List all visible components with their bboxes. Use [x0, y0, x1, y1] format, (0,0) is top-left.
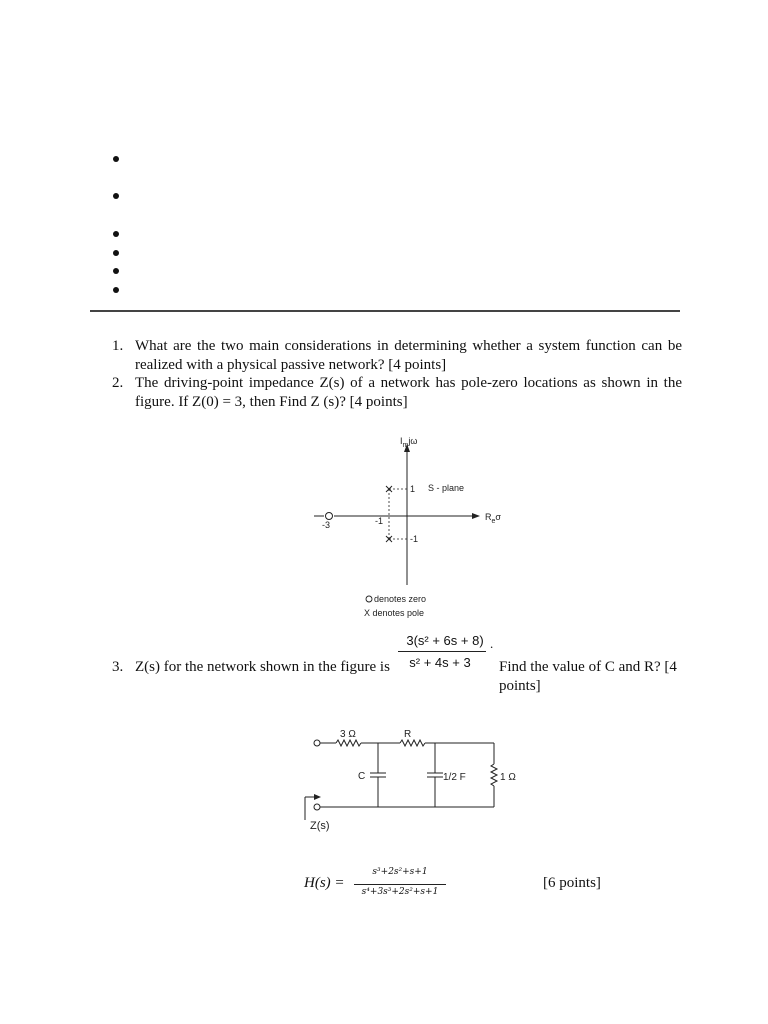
- x-axis-label: $R_e\sigma$: [485, 512, 501, 525]
- h-formula-lhs: H(s) =: [304, 875, 345, 891]
- pole-marker-upper: [386, 486, 392, 492]
- legend-pole-text: X denotes pole: [364, 608, 425, 618]
- question-number: 1.: [112, 338, 124, 354]
- tick-label-neg3: -3: [322, 520, 331, 530]
- question-number: 3.: [112, 659, 124, 675]
- bullet-2: [113, 193, 119, 199]
- z-formula-denominator: s² + 4s + 3: [409, 655, 471, 670]
- h-formula-numerator: s³+2s²+s+1: [372, 867, 428, 877]
- question-text: The driving-point impedance Z(s) of a network has pole-zero locations as shown in the figure. If Z(0) = 3, then Find Z (s)? [4 points]: [135, 375, 682, 410]
- legend-zero-text: denotes zero: [374, 594, 427, 604]
- bullet-3: [113, 231, 119, 237]
- horizontal-rule: [90, 310, 680, 312]
- question-text-after: Find the value of C and R? [4 points]: [499, 659, 677, 694]
- tick-label-1: 1: [410, 484, 416, 494]
- tick-label-neg1-x: -1: [375, 516, 384, 526]
- bullet-1: [113, 156, 119, 162]
- plane-label: S - plane: [428, 483, 465, 493]
- z-formula-numerator: 3(s² + 6s + 8): [406, 633, 484, 648]
- label-c: C: [358, 771, 366, 782]
- h-formula-points: [6 points]: [543, 875, 601, 891]
- tick-label-neg1-y: -1: [410, 534, 419, 544]
- z-formula-bar: [398, 651, 486, 652]
- question-2: [112, 374, 682, 412]
- question-text: What are the two main considerations in determining whether a system function can be realized with a physical passive network? [4 points]: [135, 338, 682, 373]
- pole-zero-plot: [300, 430, 520, 625]
- question-number: 2.: [112, 375, 124, 391]
- bullet-4: [113, 250, 119, 256]
- z-formula-period: .: [490, 636, 494, 651]
- label-half-f: 1/2 F: [443, 772, 466, 783]
- h-formula-bar: [354, 884, 446, 885]
- zero-marker: [326, 513, 333, 520]
- question-1: [112, 337, 682, 375]
- resistor-1ohm: [491, 764, 497, 786]
- question-text-before: Z(s) for the network shown in the figure is: [135, 659, 390, 675]
- bullet-5: [113, 268, 119, 274]
- legend-zero-icon: [366, 596, 372, 602]
- circuit-diagram: [300, 722, 530, 837]
- label-3ohm: 3 Ω: [340, 729, 356, 740]
- label-1ohm: 1 Ω: [500, 772, 516, 783]
- resistor-3ohm: [336, 740, 361, 746]
- y-axis-label: $I_mj\omega$: [400, 436, 418, 449]
- h-formula-denominator: s⁴+3s³+2s²+s+1: [361, 887, 439, 897]
- pole-marker-lower: [386, 536, 392, 542]
- label-r: R: [404, 729, 412, 740]
- label-zs: Z(s): [310, 820, 330, 832]
- resistor-r: [400, 740, 425, 746]
- question-3-continued: [499, 658, 684, 696]
- bullet-6: [113, 287, 119, 293]
